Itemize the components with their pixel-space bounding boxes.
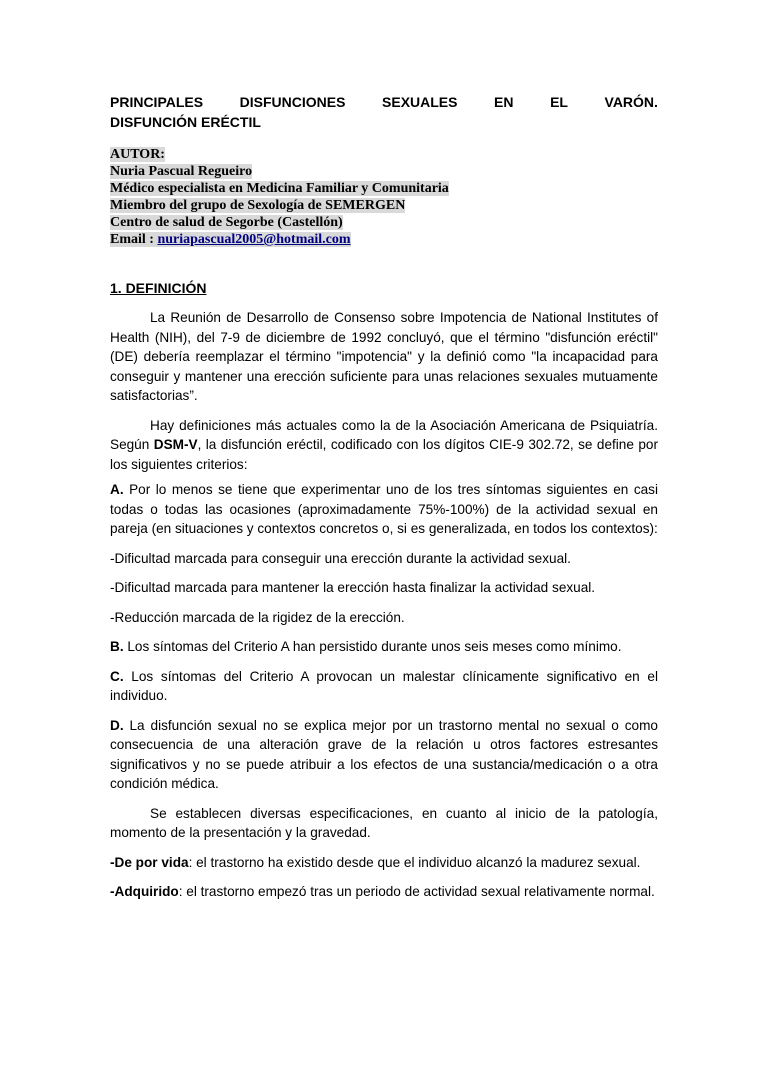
author-block bbox=[110, 146, 658, 248]
title-word: VARÓN. bbox=[604, 94, 658, 110]
criterion-b-text: Los síntomas del Criterio A han persistido durante unos seis meses como mínimo. bbox=[123, 639, 622, 654]
email-label: Email : bbox=[110, 232, 154, 247]
title-word: DISFUNCIONES bbox=[239, 94, 346, 110]
spec-lifelong-label: -De por vida bbox=[110, 854, 189, 870]
dsm-intro: Hay definiciones más actuales como la de la Asociación Americana de Psiquiatría. Según bbox=[110, 417, 658, 452]
title-line-2: DISFUNCIÓN ERÉCTIL bbox=[110, 114, 261, 130]
criterion-c-text: Los síntomas del Criterio A provocan un malestar clínicamente significativo en el individuo. bbox=[110, 668, 658, 703]
symptom-2: -Dificultad marcada para mantener la erección hasta finalizar la actividad sexual. bbox=[110, 580, 596, 595]
author-name: Nuria Pascual Regueiro bbox=[110, 164, 253, 179]
email-link[interactable]: nuriapascual2005@hotmail.com bbox=[157, 232, 351, 247]
page-content bbox=[110, 92, 658, 902]
spec-lifelong-text: : el trastorno ha existido desde que el individuo alcanzó la madurez sexual. bbox=[188, 854, 641, 870]
criterion-a bbox=[110, 480, 658, 539]
author-role: Médico especialista en Medicina Familiar y Comunitaria bbox=[110, 181, 449, 196]
title-word: PRINCIPALES bbox=[110, 94, 204, 110]
title-line-1 bbox=[110, 92, 658, 112]
spec-acquired-label: -Adquirido bbox=[110, 884, 179, 899]
paragraph-nih-definition: La Reunión de Desarrollo de Consenso sobre Impotencia de National Institutes of Health (NIH), del 7-9 de diciembre de 1992 concluyó, que el término "disfunción eréctil" (DE) debería reemplazar el término "impotencia" y la definió como "la incapacidad para conseguir y mantener una erección suficiente para unas relaciones sexuales mutuamente satisfactorias”. bbox=[110, 310, 658, 403]
document-title bbox=[110, 92, 658, 132]
author-center: Centro de salud de Segorbe (Castellón) bbox=[110, 215, 343, 230]
author-label: AUTOR: bbox=[110, 147, 165, 162]
criterion-d-label: D. bbox=[110, 717, 124, 733]
author-group: Miembro del grupo de Sexología de SEMERGEN bbox=[110, 198, 406, 213]
spec-acquired-text: : el trastorno empezó tras un periodo de actividad sexual relativamente normal. bbox=[178, 884, 655, 899]
criterion-b-label: B. bbox=[110, 639, 124, 654]
criterion-b bbox=[110, 637, 658, 657]
section-heading: 1. DEFINICIÓN bbox=[110, 280, 207, 296]
symptom-3: -Reducción marcada de la rigidez de la erección. bbox=[110, 609, 405, 625]
title-word: EN bbox=[494, 94, 514, 110]
criterion-d-text: La disfunción sexual no se explica mejor por un trastorno mental no sexual o como consecuencia de una alteración grave de la relación u otros factores estresantes significativos y no se puede atribuir a los efectos de una sustancia/medicación o a otra condición médica. bbox=[110, 717, 658, 791]
dsm-rest: , la disfunción eréctil, codificado con los dígitos CIE-9 302.72, se define por los siguientes criterios: bbox=[110, 437, 658, 472]
criterion-d bbox=[110, 716, 658, 794]
criterion-a-text: Por lo menos se tiene que experimentar uno de los tres síntomas siguientes en casi todas o todas las ocasiones (aproximadamente 75%-100%) de la actividad sexual en pareja (en situaciones y contextos concretos o, si es generalizada, en todos los contextos): bbox=[110, 482, 658, 536]
spec-lifelong bbox=[110, 853, 658, 873]
symptom-1: -Dificultad marcada para conseguir una erección durante la actividad sexual. bbox=[110, 550, 571, 566]
title-word: SEXUALES bbox=[382, 94, 458, 110]
paragraph-dsm bbox=[110, 416, 658, 475]
title-word: EL bbox=[550, 94, 568, 110]
email-line bbox=[110, 232, 351, 247]
dsm-label: DSM-V bbox=[153, 437, 198, 452]
criterion-a-label: A. bbox=[110, 482, 124, 497]
spec-acquired bbox=[110, 882, 658, 902]
paragraph-specifications: Se establecen diversas especificaciones, en cuanto al inicio de la patología, momento de la presentación y la gravedad. bbox=[110, 805, 658, 840]
criterion-c bbox=[110, 667, 658, 706]
criterion-c-label: C. bbox=[110, 668, 124, 684]
